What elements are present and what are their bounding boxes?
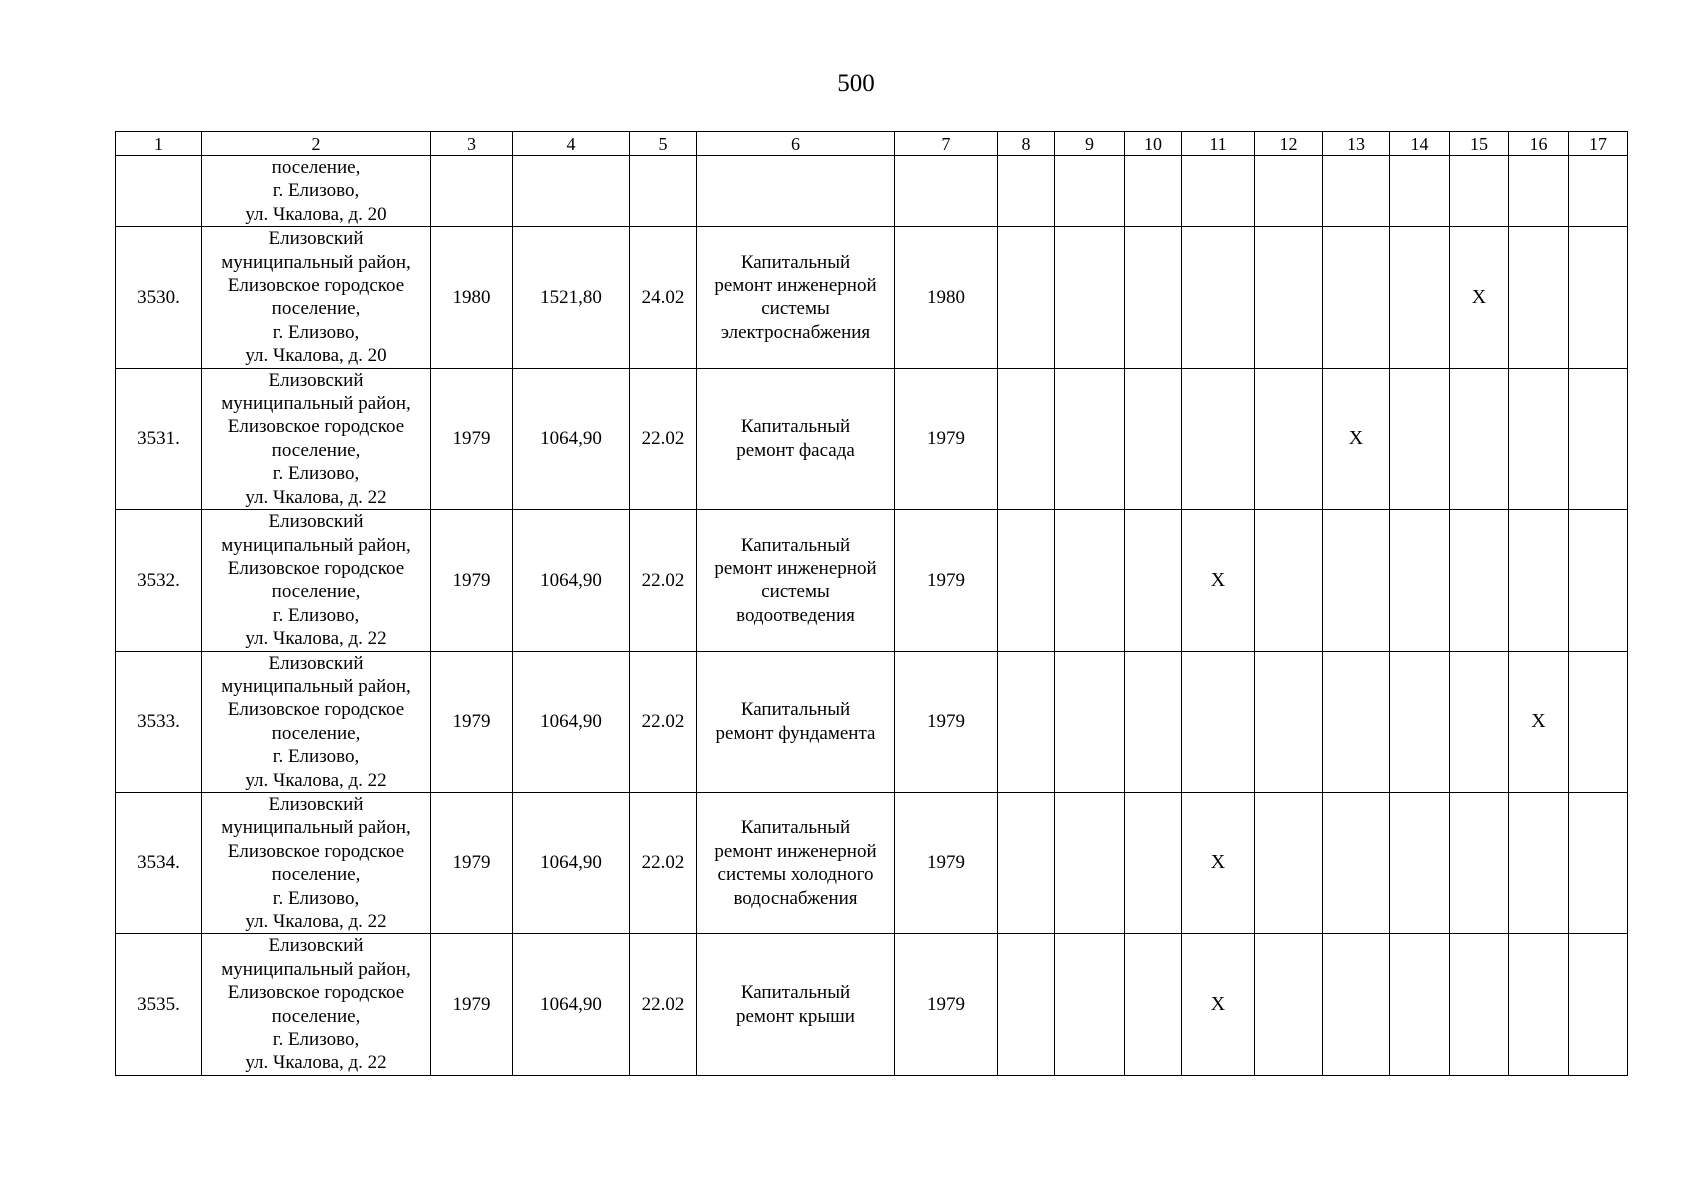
table-cell: [998, 156, 1055, 227]
empty-cell: [1450, 792, 1509, 933]
address-text: поселение, г. Елизово, ул. Чкалова, д. 20: [245, 157, 387, 225]
empty-cell: [1125, 651, 1182, 792]
empty-cell: [1125, 934, 1182, 1075]
year-built-cell: 1980: [431, 227, 513, 368]
column-header: 4: [513, 132, 630, 156]
column-header: 15: [1450, 132, 1509, 156]
column-header: 11: [1182, 132, 1255, 156]
empty-cell: [1509, 792, 1569, 933]
table-row: [116, 510, 1628, 651]
work-type-cell: [697, 510, 895, 651]
address-cell-text: Елизовский муниципальный район, Елизовское городское поселение, г. Елизово, ул. Чкалова, д. 22: [221, 652, 411, 791]
empty-cell: [1390, 227, 1450, 368]
work-type-cell: [697, 227, 895, 368]
empty-cell: [1509, 368, 1569, 509]
column-header: 2: [202, 132, 431, 156]
empty-cell: [1323, 510, 1390, 651]
empty-cell: [1390, 510, 1450, 651]
table-cell: [1569, 156, 1628, 227]
empty-cell: [1255, 510, 1323, 651]
table-cell: [1055, 156, 1125, 227]
x-mark: X: [1210, 851, 1226, 874]
empty-cell: [1055, 510, 1125, 651]
year-built-cell: 1979: [431, 792, 513, 933]
empty-cell: [1182, 651, 1255, 792]
table-cell: [1390, 156, 1450, 227]
planned-year-cell: 1979: [895, 510, 998, 651]
empty-cell: [1569, 368, 1628, 509]
planned-year-cell: 1979: [895, 934, 998, 1075]
mark-cell: [1323, 368, 1390, 509]
empty-cell: [1255, 227, 1323, 368]
empty-cell: [1390, 792, 1450, 933]
empty-cell: [1125, 227, 1182, 368]
planned-year-cell: 1979: [895, 792, 998, 933]
work-type-cell: [697, 792, 895, 933]
mark-cell: [1182, 792, 1255, 933]
address-cell-text: Елизовский муниципальный район, Елизовское городское поселение, г. Елизово, ул. Чкалова, д. 22: [221, 935, 411, 1074]
mark-cell: [1182, 510, 1255, 651]
row-number-cell: 3533.: [116, 651, 202, 792]
column-header: 14: [1390, 132, 1450, 156]
empty-cell: [1323, 227, 1390, 368]
mark-cell: [1182, 934, 1255, 1075]
address-cell-text: Елизовский муниципальный район, Елизовское городское поселение, г. Елизово, ул. Чкалова, д. 22: [221, 369, 411, 508]
empty-cell: [1390, 368, 1450, 509]
empty-cell: [1125, 368, 1182, 509]
table-cell: [1255, 156, 1323, 227]
area-cell: 1064,90: [513, 792, 630, 933]
empty-cell: [1255, 934, 1323, 1075]
empty-cell: [1182, 368, 1255, 509]
table-row: [116, 227, 1628, 368]
address-cell: [202, 934, 431, 1075]
code-cell: 22.02: [630, 792, 697, 933]
work-type-cell-text: Капитальный ремонт инженерной системы водоотведения: [714, 534, 877, 626]
empty-cell: [1569, 934, 1628, 1075]
address-cell: [202, 368, 431, 509]
work-type-cell: [697, 368, 895, 509]
address-cell: [202, 792, 431, 933]
empty-cell: [1125, 510, 1182, 651]
table-row: [116, 651, 1628, 792]
empty-cell: [998, 510, 1055, 651]
work-type-cell-text: Капитальный ремонт инженерной системы электроснабжения: [714, 251, 877, 343]
empty-cell: [998, 651, 1055, 792]
table-cell: [431, 156, 513, 227]
work-type-cell: [697, 651, 895, 792]
table-cell: [630, 156, 697, 227]
column-header: 13: [1323, 132, 1390, 156]
code-cell: 24.02: [630, 227, 697, 368]
x-mark: X: [1471, 285, 1487, 308]
year-built-cell: 1979: [431, 934, 513, 1075]
x-mark: X: [1210, 992, 1226, 1015]
page-number: 500: [837, 70, 875, 97]
empty-cell: [998, 227, 1055, 368]
year-built-cell: 1979: [431, 651, 513, 792]
column-header: 6: [697, 132, 895, 156]
empty-cell: [998, 792, 1055, 933]
empty-cell: [1569, 792, 1628, 933]
empty-cell: [1255, 651, 1323, 792]
code-cell: 22.02: [630, 651, 697, 792]
empty-cell: [1450, 510, 1509, 651]
empty-cell: [1055, 792, 1125, 933]
area-cell: 1064,90: [513, 368, 630, 509]
column-header: 8: [998, 132, 1055, 156]
area-cell: 1064,90: [513, 934, 630, 1075]
x-mark: X: [1531, 710, 1546, 733]
address-cell: [202, 156, 431, 227]
table-cell: [697, 156, 895, 227]
row-number-cell: 3532.: [116, 510, 202, 651]
empty-cell: [1450, 368, 1509, 509]
address-cell: [202, 227, 431, 368]
column-header: 5: [630, 132, 697, 156]
empty-cell: [1125, 792, 1182, 933]
column-header: 12: [1255, 132, 1323, 156]
code-cell: 22.02: [630, 368, 697, 509]
row-number-cell: 3534.: [116, 792, 202, 933]
row-number-cell: 3535.: [116, 934, 202, 1075]
empty-cell: [998, 368, 1055, 509]
empty-cell: [1390, 651, 1450, 792]
address-cell: [202, 510, 431, 651]
work-type-cell-text: Капитальный ремонт крыши: [736, 982, 855, 1027]
work-type-cell-text: Капитальный ремонт фундамента: [715, 699, 876, 744]
empty-cell: [1569, 510, 1628, 651]
table-row: [116, 934, 1628, 1075]
column-header: 3: [431, 132, 513, 156]
empty-cell: [1569, 651, 1628, 792]
column-header: 10: [1125, 132, 1182, 156]
column-header-row: [116, 132, 1628, 156]
address-cell-text: Елизовский муниципальный район, Елизовское городское поселение, г. Елизово, ул. Чкалова, д. 20: [221, 228, 411, 367]
empty-cell: [1450, 651, 1509, 792]
empty-cell: [1509, 510, 1569, 651]
area-cell: 1064,90: [513, 651, 630, 792]
planned-year-cell: 1979: [895, 368, 998, 509]
row-number-cell: 3531.: [116, 368, 202, 509]
table-cell: [1450, 156, 1509, 227]
address-cell: [202, 651, 431, 792]
x-mark: X: [1210, 568, 1226, 591]
year-built-cell: 1979: [431, 510, 513, 651]
column-header: 17: [1569, 132, 1628, 156]
column-header: 7: [895, 132, 998, 156]
work-type-cell: [697, 934, 895, 1075]
table-row: [116, 792, 1628, 933]
empty-cell: [1390, 934, 1450, 1075]
empty-cell: [1450, 934, 1509, 1075]
empty-cell: [1055, 368, 1125, 509]
empty-cell: [1569, 227, 1628, 368]
column-header: 16: [1509, 132, 1569, 156]
year-built-cell: 1979: [431, 368, 513, 509]
table-cell: [1125, 156, 1182, 227]
address-cell-text: Елизовский муниципальный район, Елизовское городское поселение, г. Елизово, ул. Чкалова, д. 22: [221, 511, 411, 650]
empty-cell: [1509, 227, 1569, 368]
repair-schedule-table: [115, 131, 1628, 1076]
column-header: 1: [116, 132, 202, 156]
table-row: [116, 368, 1628, 509]
row-number-cell: 3530.: [116, 227, 202, 368]
table-cell: [513, 156, 630, 227]
column-header: 9: [1055, 132, 1125, 156]
area-cell: 1064,90: [513, 510, 630, 651]
area-cell: 1521,80: [513, 227, 630, 368]
empty-cell: [1323, 934, 1390, 1075]
empty-cell: [1055, 651, 1125, 792]
code-cell: 22.02: [630, 510, 697, 651]
table-cell: [1323, 156, 1390, 227]
x-mark: X: [1348, 427, 1364, 450]
empty-cell: [1323, 792, 1390, 933]
table-cell: [895, 156, 998, 227]
empty-cell: [1323, 651, 1390, 792]
work-type-cell-text: Капитальный ремонт инженерной системы холодного водоснабжения: [714, 817, 877, 909]
continuation-row: [116, 156, 1628, 227]
empty-cell: [1055, 934, 1125, 1075]
empty-cell: [1055, 227, 1125, 368]
empty-cell: [1182, 227, 1255, 368]
mark-cell: [1509, 651, 1569, 792]
empty-cell: [1255, 792, 1323, 933]
planned-year-cell: 1980: [895, 227, 998, 368]
planned-year-cell: 1979: [895, 651, 998, 792]
empty-cell: [1509, 934, 1569, 1075]
empty-cell: [1255, 368, 1323, 509]
empty-cell: [998, 934, 1055, 1075]
table-cell: [1182, 156, 1255, 227]
work-type-cell-text: Капитальный ремонт фасада: [736, 416, 855, 461]
mark-cell: [1450, 227, 1509, 368]
code-cell: 22.02: [630, 934, 697, 1075]
table-cell: [1509, 156, 1569, 227]
address-cell-text: Елизовский муниципальный район, Елизовское городское поселение, г. Елизово, ул. Чкалова, д. 22: [221, 793, 411, 932]
table-cell: [116, 156, 202, 227]
